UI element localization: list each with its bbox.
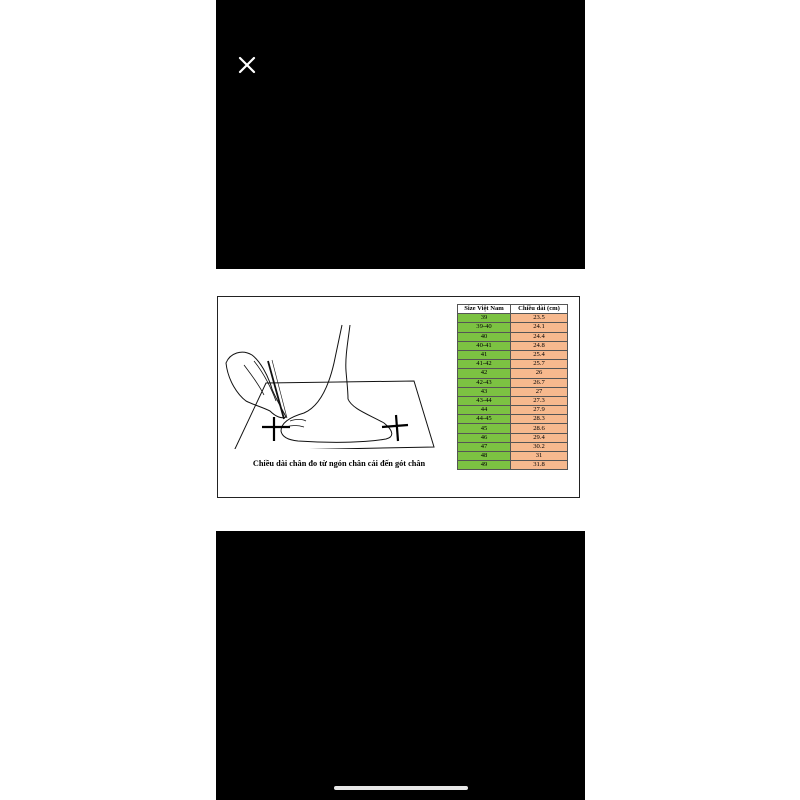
table-row <box>458 442 568 451</box>
table-row <box>458 461 568 470</box>
table-row <box>458 314 568 323</box>
length-cell: 27.3 <box>511 396 568 405</box>
size-cell: 44 <box>458 406 511 415</box>
size-cell: 43 <box>458 387 511 396</box>
home-indicator[interactable] <box>334 786 468 790</box>
size-cell: 39 <box>458 314 511 323</box>
measurement-caption: Chiều dài chân đo từ ngón chân cái đến gót chân <box>252 459 426 468</box>
length-cell: 26.7 <box>511 378 568 387</box>
table-row <box>458 415 568 424</box>
size-cell: 40 <box>458 332 511 341</box>
size-chart-card <box>217 296 580 498</box>
table-row <box>458 424 568 433</box>
table-row <box>458 387 568 396</box>
table-row <box>458 332 568 341</box>
length-cell: 31.8 <box>511 461 568 470</box>
size-cell: 41 <box>458 350 511 359</box>
size-cell: 45 <box>458 424 511 433</box>
length-cell: 25.7 <box>511 360 568 369</box>
size-cell: 39-40 <box>458 323 511 332</box>
table-row <box>458 360 568 369</box>
table-row <box>458 341 568 350</box>
column-header-length: Chiều dài (cm) <box>511 305 568 314</box>
length-cell: 27.9 <box>511 406 568 415</box>
size-cell: 48 <box>458 452 511 461</box>
size-cell: 49 <box>458 461 511 470</box>
table-row <box>458 396 568 405</box>
size-cell: 42 <box>458 369 511 378</box>
size-cell: 44-45 <box>458 415 511 424</box>
size-cell: 41-42 <box>458 360 511 369</box>
length-cell: 24.1 <box>511 323 568 332</box>
length-cell: 26 <box>511 369 568 378</box>
size-cell: 47 <box>458 442 511 451</box>
table-row <box>458 406 568 415</box>
length-cell: 28.3 <box>511 415 568 424</box>
close-icon <box>234 52 260 78</box>
size-cell: 46 <box>458 433 511 442</box>
length-cell: 27 <box>511 387 568 396</box>
length-cell: 24.8 <box>511 341 568 350</box>
length-cell: 24.4 <box>511 332 568 341</box>
length-cell: 30.2 <box>511 442 568 451</box>
size-table <box>457 304 568 470</box>
size-cell: 43-44 <box>458 396 511 405</box>
table-row <box>458 323 568 332</box>
size-cell: 40-41 <box>458 341 511 350</box>
size-cell: 42-43 <box>458 378 511 387</box>
image-viewer <box>216 0 585 800</box>
product-image[interactable] <box>216 269 585 531</box>
table-row <box>458 433 568 442</box>
table-header-row <box>458 305 568 314</box>
table-row <box>458 452 568 461</box>
table-row <box>458 378 568 387</box>
length-cell: 25.4 <box>511 350 568 359</box>
length-cell: 28.6 <box>511 424 568 433</box>
table-row <box>458 350 568 359</box>
foot-measurement-illustration <box>224 321 436 449</box>
table-row <box>458 369 568 378</box>
column-header-size: Size Việt Nam <box>458 305 511 314</box>
close-button[interactable] <box>234 52 260 78</box>
length-cell: 31 <box>511 452 568 461</box>
length-cell: 23.5 <box>511 314 568 323</box>
length-cell: 29.4 <box>511 433 568 442</box>
